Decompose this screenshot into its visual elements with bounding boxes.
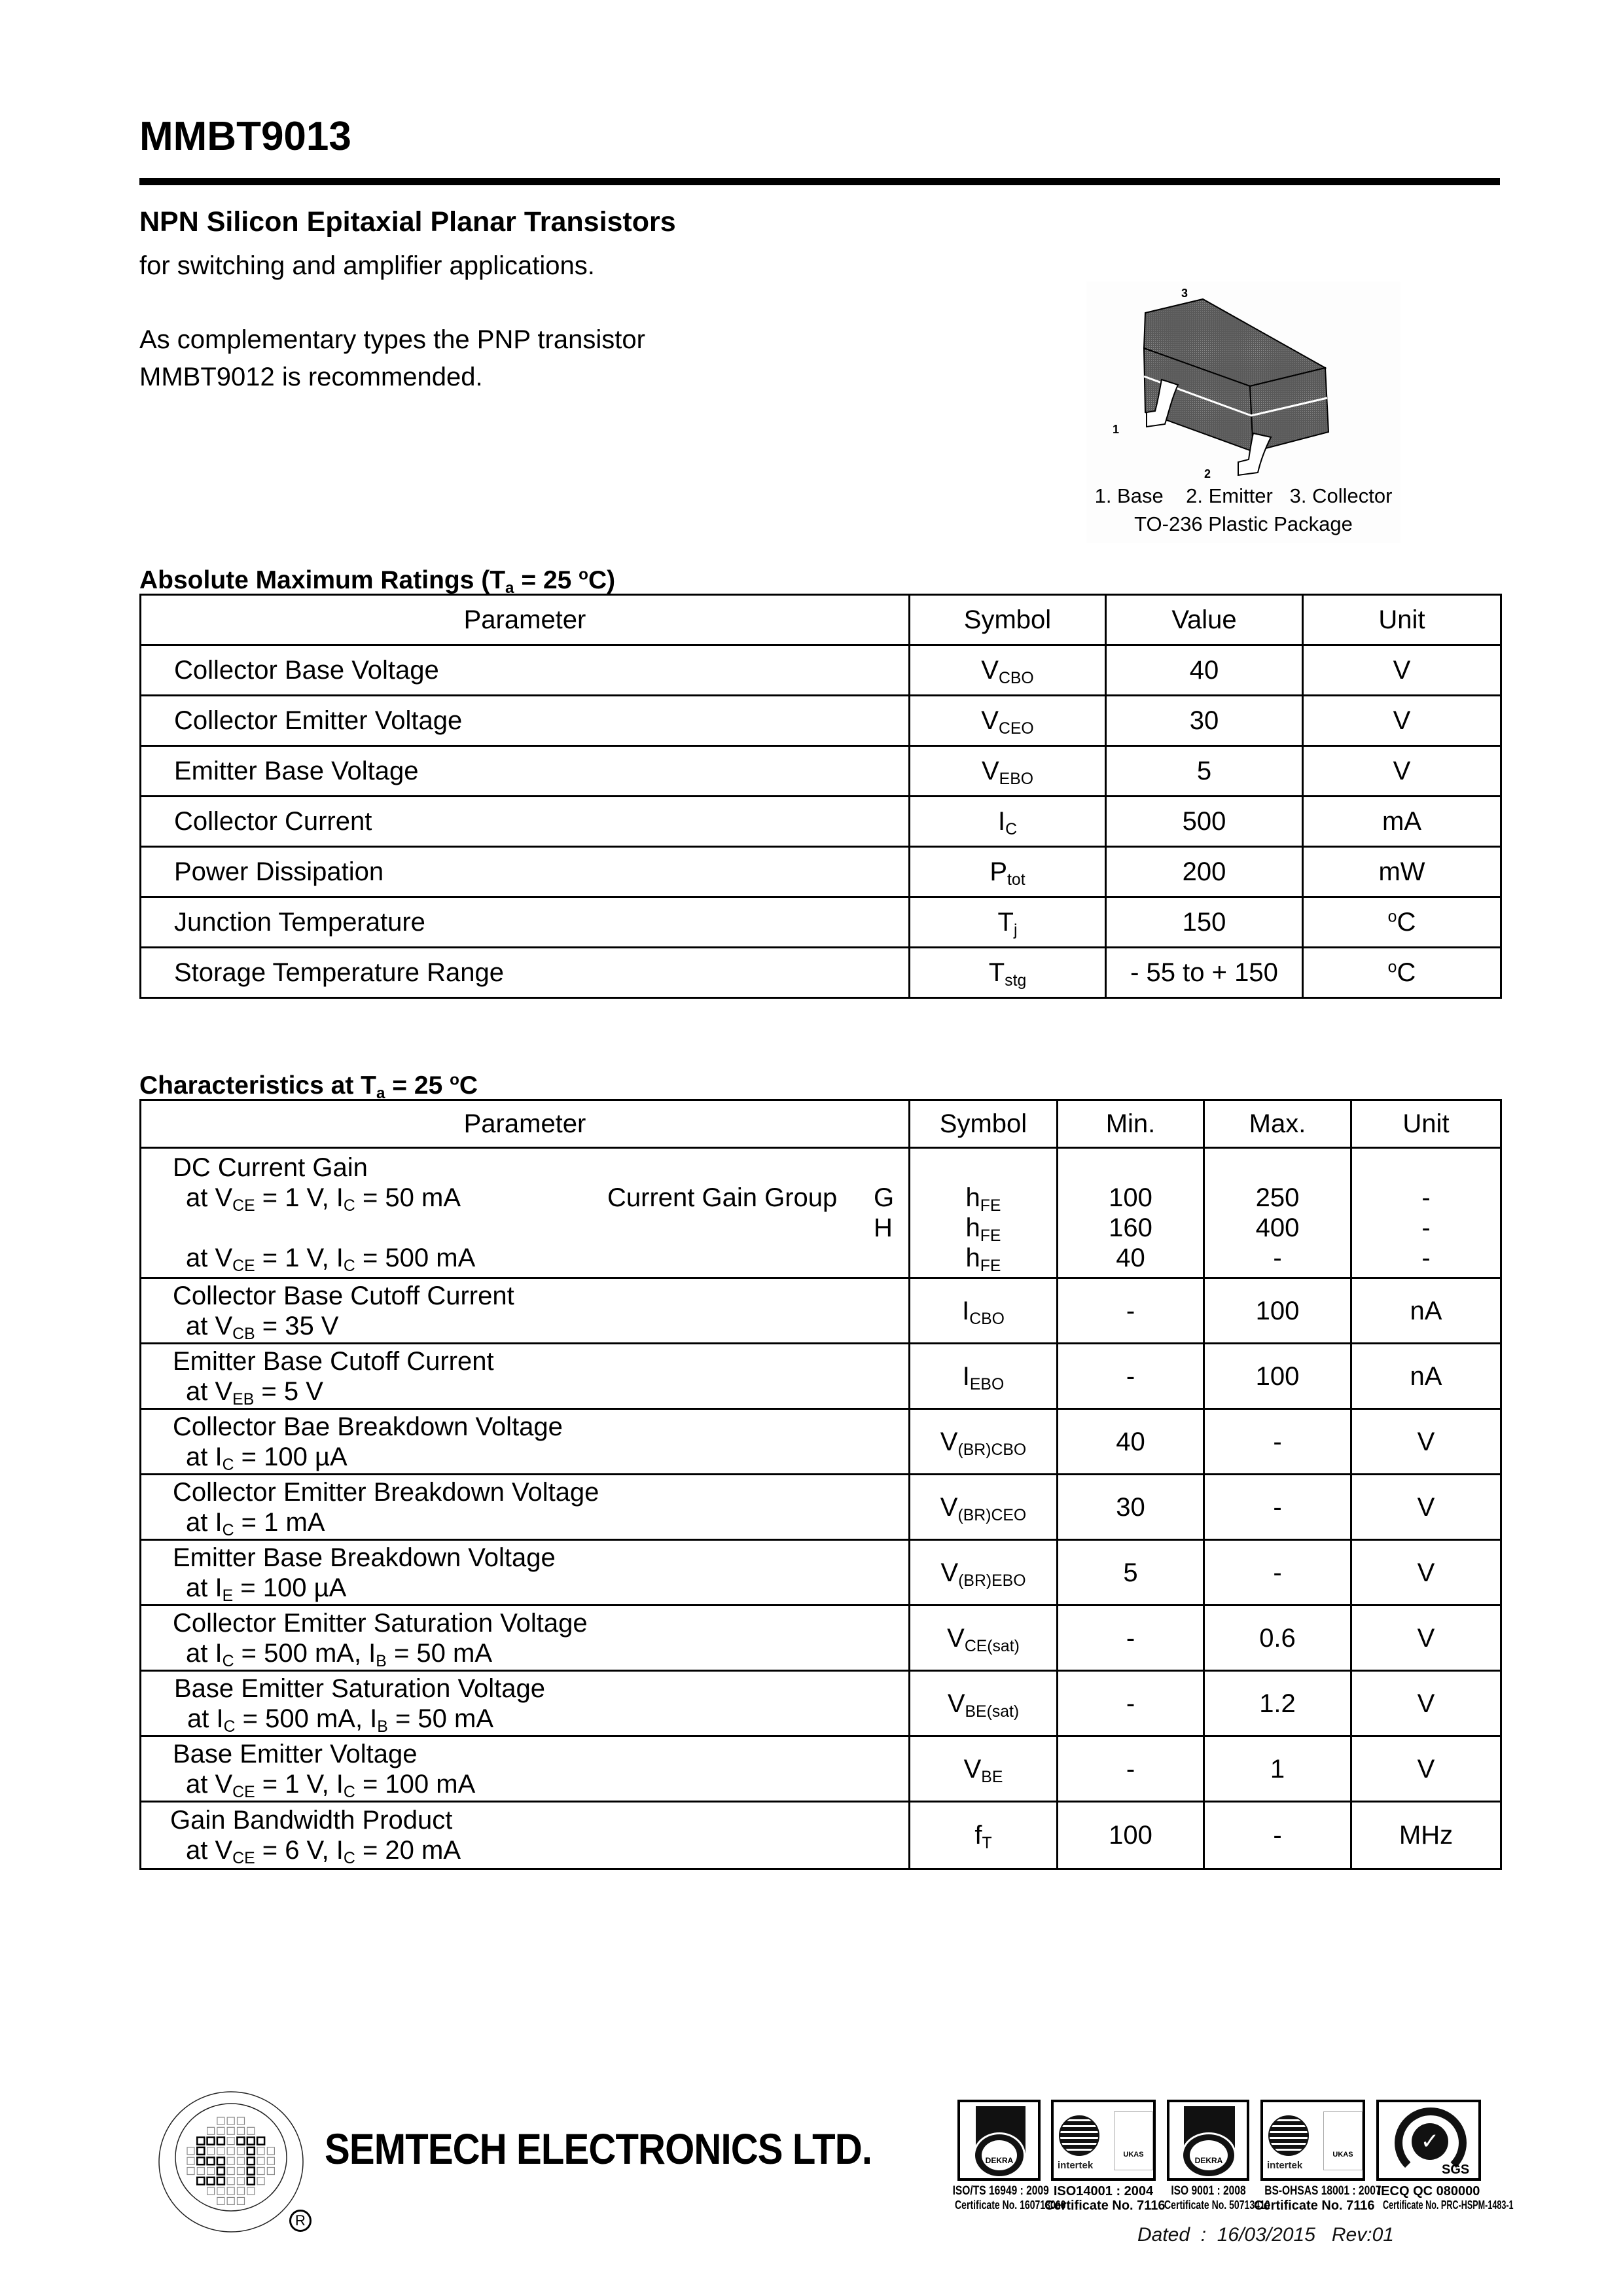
value-cell: 5 (1106, 746, 1303, 797)
table-header-row (141, 1100, 1501, 1148)
min-cell: 100 160 40 (1058, 1148, 1204, 1278)
max-cell: - (1204, 1540, 1351, 1605)
dekra-logo-icon: DEKRA (957, 2100, 1041, 2181)
symbol-cell: $f_T$ (910, 1802, 1058, 1869)
characteristics-title: Characteristics at $T_a = 25$ $^o$C (139, 1071, 478, 1102)
max-cell: 1 (1204, 1736, 1351, 1802)
symbol-cell: $V_{BE}$ (910, 1736, 1058, 1802)
symbol-cell: $I_{EBO}$ (910, 1344, 1058, 1409)
gain-group-g: G (874, 1183, 895, 1212)
col-header-parameter: Parameter (141, 1100, 910, 1148)
gain-group-label: Current Gain Group (607, 1183, 838, 1212)
unit-cell: nA (1351, 1278, 1501, 1344)
param-name: DC Current Gain (173, 1153, 368, 1182)
param-cell: Collector Emitter Voltage (141, 696, 910, 746)
pin-label-2: 2 (1204, 467, 1211, 478)
symbol-cell: $h_{FE}$ $h_{FE}$ $h_{FE}$ (910, 1148, 1058, 1278)
intertek-ukas-logo-icon: intertek UKAS (1260, 2100, 1365, 2181)
table-header-row (141, 595, 1501, 645)
symbol-cell: $I_C$ (910, 797, 1106, 847)
table-row (141, 847, 1501, 897)
param-cell: Collector Base Voltage (141, 645, 910, 696)
table-row (141, 696, 1501, 746)
registered-mark-icon: R (289, 2210, 312, 2232)
sot23-package-icon (1086, 281, 1400, 478)
unit-cell: V (1351, 1736, 1501, 1802)
company-name: SEMTECH ELECTRONICS LTD. (325, 2125, 872, 2173)
device-subtitle: NPN Silicon Epitaxial Planar Transistors (139, 206, 676, 238)
value-cell: 40 (1106, 645, 1303, 696)
param-cell (141, 1148, 910, 1278)
col-header-symbol: Symbol (910, 595, 1106, 645)
symbol-cell: $T_{stg}$ (910, 948, 1106, 998)
intertek-ukas-logo-icon: intertek UKAS (1051, 2100, 1156, 2181)
min-cell: - (1058, 1736, 1204, 1802)
cert-standard-label: ISO14001 : 2004 (1053, 2184, 1154, 2198)
param-cell: Collector Base Cutoff Current at $V_{CB} = 35$ V (141, 1278, 910, 1344)
semtech-logo-icon (157, 2090, 305, 2235)
symbol-cell: $V_{CEO}$ (910, 696, 1106, 746)
max-cell: - (1204, 1802, 1351, 1869)
complement-note-line2: MMBT9012 is recommended. (139, 363, 483, 391)
characteristics-table (139, 1099, 1502, 1870)
value-cell: 30 (1106, 696, 1303, 746)
table-row (141, 1278, 1501, 1344)
max-cell: 1.2 (1204, 1671, 1351, 1736)
device-description: for switching and amplifier applications. (139, 251, 595, 280)
unit-cell: V (1351, 1605, 1501, 1671)
max-cell: 0.6 (1204, 1605, 1351, 1671)
col-header-unit: Unit (1303, 595, 1501, 645)
package-type-caption: TO-236 Plastic Package (1134, 512, 1353, 535)
symbol-cell: $V_{BE(sat)}$ (910, 1671, 1058, 1736)
symbol-cell: $I_{CBO}$ (910, 1278, 1058, 1344)
param-cell: Emitter Base Voltage (141, 746, 910, 797)
table-row (141, 1671, 1501, 1736)
param-cell: Base Emitter Saturation Voltage at $I_C = 500$ mA, $I_B = 50$ mA (141, 1671, 910, 1736)
min-cell: - (1058, 1605, 1204, 1671)
page-title: MMBT9013 (139, 114, 351, 159)
cert-standard-label: ISO 9001 : 2008 (1171, 2184, 1246, 2198)
min-cell: 100 (1058, 1802, 1204, 1869)
min-cell: - (1058, 1671, 1204, 1736)
col-header-unit: Unit (1351, 1100, 1501, 1148)
cert-standard-label: ISO/TS 16949 : 2009 (952, 2184, 1049, 2198)
col-header-parameter: Parameter (141, 595, 910, 645)
min-cell: 40 (1058, 1409, 1204, 1475)
symbol-cell: $T_j$ (910, 897, 1106, 948)
complement-note-line1: As complementary types the PNP transistor (139, 325, 645, 354)
param-cell: Collector Emitter Breakdown Voltage at $I_C = 1$ mA (141, 1475, 910, 1540)
param-cell: Emitter Base Breakdown Voltage at $I_E = 100$ µA (141, 1540, 910, 1605)
unit-cell: V (1303, 696, 1501, 746)
min-cell: - (1058, 1344, 1204, 1409)
revision-date: Dated : 16/03/2015 Rev:01 (1137, 2224, 1394, 2246)
max-cell: 100 (1204, 1344, 1351, 1409)
unit-cell: mA (1303, 797, 1501, 847)
dekra-logo-icon: DEKRA (1167, 2100, 1249, 2181)
cert-number-label: Certificate No. PRC-HSPM-1483-1 (1383, 2198, 1514, 2212)
cert-number-label: Certificate No. 7116 (1254, 2198, 1375, 2213)
param-cell: Storage Temperature Range (141, 948, 910, 998)
unit-cell: nA (1351, 1344, 1501, 1409)
unit-cell: $^o$C (1303, 897, 1501, 948)
title-rule (139, 178, 1500, 185)
pin-label-1: 1 (1113, 423, 1120, 436)
unit-cell: V (1351, 1475, 1501, 1540)
col-header-max: Max. (1204, 1100, 1351, 1148)
gain-group-h: H (874, 1213, 893, 1242)
max-cell: 100 (1204, 1278, 1351, 1344)
condition: at $V_{CE} = 1$ V, $I_C = 500$ mA (186, 1244, 476, 1275)
symbol-cell: $P_{tot}$ (910, 847, 1106, 897)
value-cell: - 55 to + 150 (1106, 948, 1303, 998)
unit-cell: V (1303, 746, 1501, 797)
unit-cell: MHz (1351, 1802, 1501, 1869)
max-cell: - (1204, 1475, 1351, 1540)
param-cell: Power Dissipation (141, 847, 910, 897)
table-row (141, 1540, 1501, 1605)
table-row (141, 897, 1501, 948)
table-row (141, 1475, 1501, 1540)
abs-max-table (139, 594, 1502, 999)
unit-cell: V (1303, 645, 1501, 696)
col-header-min: Min. (1058, 1100, 1204, 1148)
min-cell: 5 (1058, 1540, 1204, 1605)
pin-assignment-caption: 1. Base 2. Emitter 3. Collector (1094, 484, 1393, 507)
table-row (141, 1736, 1501, 1802)
symbol-cell: $V_{(BR)CBO}$ (910, 1409, 1058, 1475)
symbol-cell: $V_{EBO}$ (910, 746, 1106, 797)
sgs-iecq-logo-icon: ✓ SGS (1376, 2100, 1481, 2181)
value-cell: 150 (1106, 897, 1303, 948)
symbol-cell: $V_{(BR)EBO}$ (910, 1540, 1058, 1605)
param-cell: Collector Emitter Saturation Voltage at $I_C = 500$ mA, $I_B = 50$ mA (141, 1605, 910, 1671)
param-cell: Base Emitter Voltage at $V_{CE} = 1$ V, $I_C = 100$ mA (141, 1736, 910, 1802)
table-row (141, 645, 1501, 696)
table-row (141, 1344, 1501, 1409)
max-cell: - (1204, 1409, 1351, 1475)
table-row (141, 1409, 1501, 1475)
table-row (141, 1802, 1501, 1869)
cert-standard-label: IECQ QC 080000 (1377, 2184, 1480, 2198)
symbol-cell: $V_{CBO}$ (910, 645, 1106, 696)
pin-label-3: 3 (1181, 287, 1188, 300)
unit-cell: - - - (1351, 1148, 1501, 1278)
table-row-dc-current-gain (141, 1148, 1501, 1278)
cert-number-label: Certificate No. 50713410 (1164, 2198, 1270, 2212)
unit-cell: mW (1303, 847, 1501, 897)
cert-standard-label: BS-OHSAS 18001 : 2007 (1264, 2184, 1382, 2198)
table-row (141, 746, 1501, 797)
table-row (141, 797, 1501, 847)
unit-cell: V (1351, 1409, 1501, 1475)
cert-number-label: Certificate No. 7116 (1044, 2198, 1166, 2213)
unit-cell: V (1351, 1671, 1501, 1736)
max-cell: 250 400 - (1204, 1148, 1351, 1278)
unit-cell: V (1351, 1540, 1501, 1605)
param-cell: Emitter Base Cutoff Current at $V_{EB} = 5$ V (141, 1344, 910, 1409)
table-row (141, 948, 1501, 998)
cert-number-label: Certificate No. 160713060 (955, 2198, 1066, 2212)
min-cell: 30 (1058, 1475, 1204, 1540)
value-cell: 200 (1106, 847, 1303, 897)
package-figure (1086, 281, 1400, 543)
col-header-value: Value (1106, 595, 1303, 645)
abs-max-title: Absolute Maximum Ratings ($T_a = 25$ $^o$C) (139, 565, 616, 597)
min-cell: - (1058, 1278, 1204, 1344)
value-cell: 500 (1106, 797, 1303, 847)
symbol-cell: $V_{CE(sat)}$ (910, 1605, 1058, 1671)
unit-cell: $^o$C (1303, 948, 1501, 998)
param-cell: Collector Bae Breakdown Voltage at $I_C = 100$ µA (141, 1409, 910, 1475)
param-cell: Collector Current (141, 797, 910, 847)
param-cell: Junction Temperature (141, 897, 910, 948)
symbol-cell: $V_{(BR)CEO}$ (910, 1475, 1058, 1540)
condition: at $V_{CE} = 1$ V, $I_C = 50$ mA (186, 1183, 461, 1215)
table-row (141, 1605, 1501, 1671)
col-header-symbol: Symbol (910, 1100, 1058, 1148)
param-cell: Gain Bandwidth Product at $V_{CE} = 6$ V, $I_C = 20$ mA (141, 1802, 910, 1869)
